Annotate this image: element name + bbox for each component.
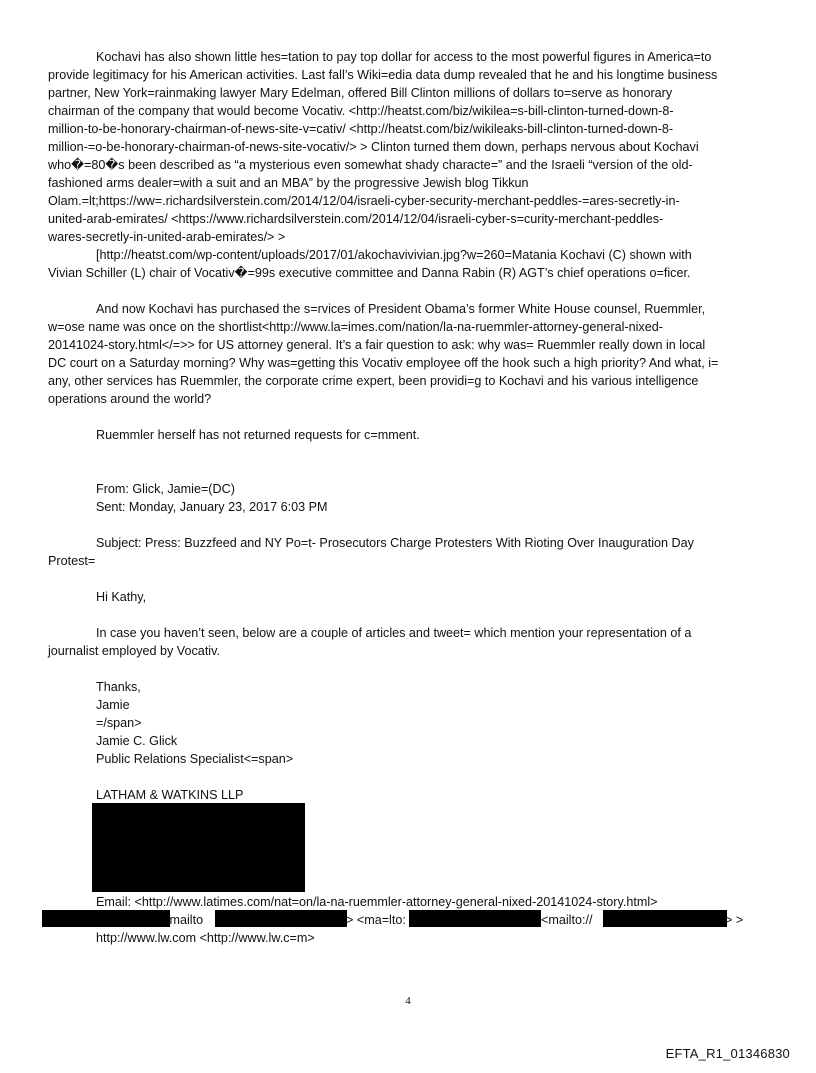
text-line: million-=o-be-honorary-chairman-of-news-site-vocativ/> > Clinton turned them down, perhaps nervous about Kochavi	[48, 140, 699, 154]
redaction-bar	[215, 910, 347, 927]
text-line: partner, New York=rainmaking lawyer Mary Edelman, offered Bill Clinton millions of dollars to=serve as honorary	[48, 86, 673, 100]
email-subject-continued: Protest=	[48, 554, 96, 568]
signature-name-short: Jamie	[96, 698, 130, 712]
contact-website: http://www.lw.com <http://www.lw.c=m>	[96, 931, 315, 945]
redaction-bar	[409, 910, 541, 927]
contact-mailto-text: > >	[725, 913, 744, 927]
contact-mailto-text: <mailto://	[541, 913, 593, 927]
email-greeting: Hi Kathy,	[96, 590, 147, 604]
text-line: united-arab-emirates/ <https://www.richardsilverstein.com/2014/12/04/israeli-cyber-s=curity-merchant-peddles-	[48, 212, 664, 226]
text-line: Olam.=lt;https://ww=.richardsilverstein.com/2014/12/04/israeli-cyber-security-merchant-peddles-=ares-secretly-in-	[48, 194, 680, 208]
photo-caption-line: [http://heatst.com/wp-content/uploads/2017/01/akochavivivian.jpg?w=260=Matania Kochavi (C) shown with	[96, 248, 692, 262]
email-subject: Subject: Press: Buzzfeed and NY Po=t- Prosecutors Charge Protesters With Rioting Over Inauguration Day	[96, 536, 694, 550]
page-number: 4	[405, 995, 411, 1007]
text-line: wares-secretly-in-united-arab-emirates/> >	[48, 230, 286, 244]
email-sent: Sent: Monday, January 23, 2017 6:03 PM	[96, 500, 328, 514]
text-line: journalist employed by Vocativ.	[48, 644, 220, 658]
signature-title: Public Relations Specialist<=span>	[96, 752, 294, 766]
text-line: DC court on a Saturday morning? Why was=getting this Vocativ employee off the hook such a high priority? And what, i=	[48, 356, 719, 370]
signature-firm: LATHAM & WATKINS LLP	[96, 788, 244, 802]
text-line: 20141024-story.html</=>> for US attorney general. It’s a fair question to ask: why was= Ruemmler really down in local	[48, 338, 706, 352]
text-line: million-to-be-honorary-chairman-of-news-site-v=cativ/ <http://heatst.com/biz/wikileaks-bill-clinton-turned-down-8-	[48, 122, 674, 136]
redaction-bar	[42, 910, 170, 927]
text-line: w=ose name was once on the shortlist<http://www.la=imes.com/nation/la-na-ruemmler-attorney-general-nixed-	[48, 320, 663, 334]
contact-email-line: Email: <http://www.latimes.com/nat=on/la-na-ruemmler-attorney-general-nixed-20141024-story.html>	[96, 895, 658, 909]
text-line: who�=80�s been described as “a mysterious even somewhat shady characte=” and the Israeli “version of the old-	[48, 158, 693, 172]
redaction-block	[92, 803, 305, 892]
text-line: And now Kochavi has purchased the s=rvices of President Obama’s former White House counsel, Ruemmler,	[96, 302, 706, 316]
photo-caption-line: Vivian Schiller (L) chair of Vocativ�=99s executive committee and Danna Rabin (R) AGT’s chief operations o=ficer.	[48, 266, 691, 280]
email-from: From: Glick, Jamie=(DC)	[96, 482, 235, 496]
text-line: fashioned arms dealer=with a suit and an MBA” by the progressive Jewish blog Tikkun	[48, 176, 529, 190]
signature-full-name: Jamie C. Glick	[96, 734, 178, 748]
text-line: provide legitimacy for his American activities. Last fall’s Wiki=edia data dump revealed that he and his longtime business	[48, 68, 718, 82]
text-line: chairman of the company that would become Vocativ. <http://heatst.com/biz/wikilea=s-bill-clinton-turned-down-8-	[48, 104, 674, 118]
contact-mailto-text: > <ma=lto:	[346, 913, 406, 927]
text-line: operations around the world?	[48, 392, 212, 406]
text-line: Kochavi has also shown little hes=tation to pay top dollar for access to the most powerful figures in America=to	[96, 50, 712, 64]
text-line: In case you haven’t seen, below are a couple of articles and tweet= which mention your representation of a	[96, 626, 692, 640]
document-id: EFTA_R1_01346830	[665, 1046, 790, 1061]
contact-mailto-text: :mailto	[166, 913, 204, 927]
signature-thanks: Thanks,	[96, 680, 141, 694]
redaction-bar	[603, 910, 727, 927]
text-line: any, other services has Ruemmler, the corporate crime expert, been providi=g to Kochavi and his various intelligence	[48, 374, 699, 388]
signature-artifact: =/span>	[96, 716, 142, 730]
text-line: Ruemmler herself has not returned requests for c=mment.	[96, 428, 420, 442]
